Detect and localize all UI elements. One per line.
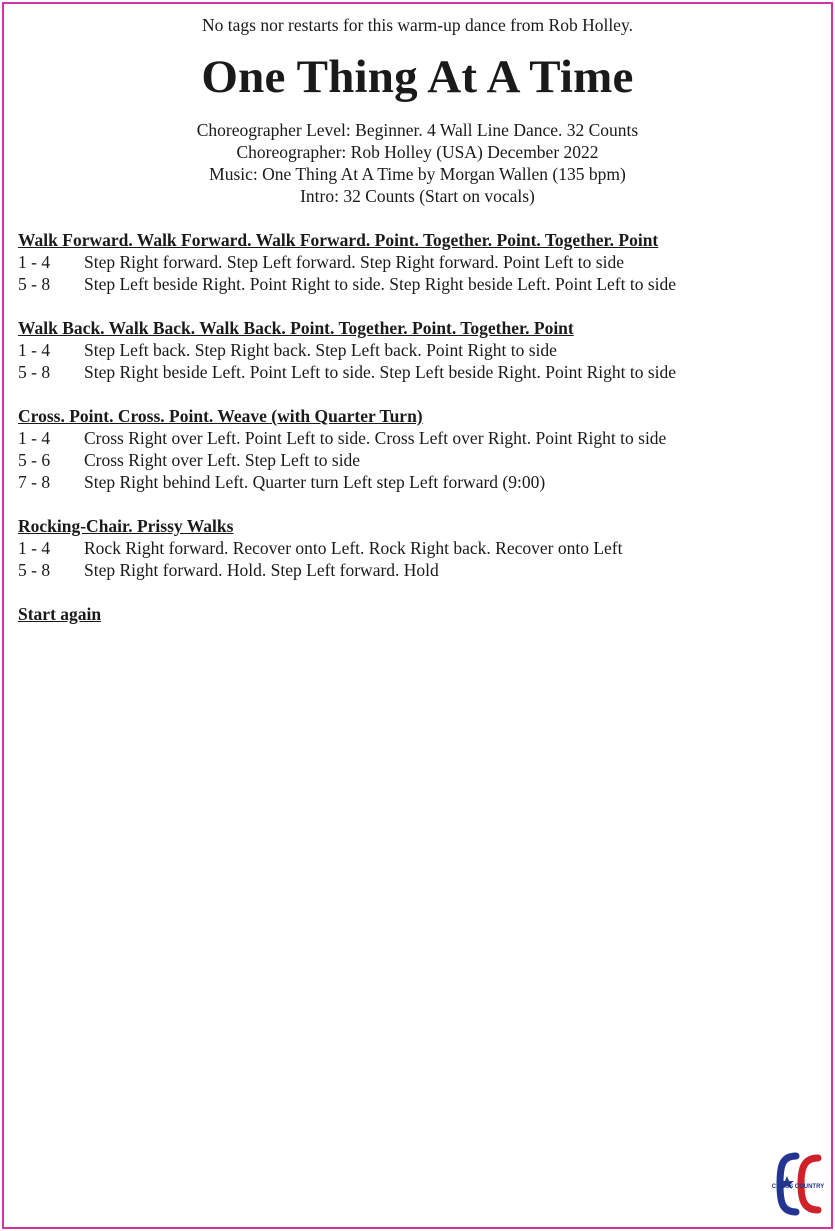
section-cross-point (18, 405, 818, 493)
step-description: Step Right behind Left. Quarter turn Left step Left forward (9:00) (84, 472, 546, 492)
step-row (18, 449, 818, 471)
step-description: Rock Right forward. Recover onto Left. Rock Right back. Recover onto Left (84, 538, 623, 558)
step-row (18, 339, 818, 361)
step-row (18, 427, 818, 449)
step-count: 1 - 4 (18, 252, 51, 272)
dance-info (0, 119, 835, 207)
step-row (18, 251, 818, 273)
section-title: Walk Forward. Walk Forward. Walk Forward. Point. Together. Point. Together. Point (18, 230, 659, 250)
step-row (18, 471, 818, 493)
step-description: Step Right forward. Hold. Step Left forward. Hold (84, 560, 439, 580)
section-title: Rocking-Chair. Prissy Walks (18, 516, 234, 536)
info-music: Music: One Thing At A Time by Morgan Wallen (135 bpm) (209, 164, 626, 184)
logo-text: CROSS COUNTRY (771, 1184, 825, 1190)
section-title: Cross. Point. Cross. Point. Weave (with Quarter Turn) (18, 406, 423, 426)
step-description: Cross Right over Left. Step Left to side (84, 450, 361, 470)
step-description: Step Right beside Left. Point Left to side. Step Left beside Right. Point Right to side (84, 362, 677, 382)
step-count: 5 - 8 (18, 362, 51, 382)
step-count: 1 - 4 (18, 340, 51, 360)
section-rocking-chair (18, 515, 818, 581)
step-description: Step Left beside Right. Point Right to side. Step Right beside Left. Point Left to side (84, 274, 677, 294)
cross-country-logo-icon (770, 1148, 826, 1220)
step-count: 5 - 8 (18, 274, 51, 294)
step-count: 5 - 8 (18, 560, 51, 580)
step-description: Cross Right over Left. Point Left to side. Cross Left over Right. Point Right to side (84, 428, 667, 448)
step-count: 5 - 6 (18, 450, 51, 470)
section-walk-forward (18, 229, 818, 295)
step-row (18, 537, 818, 559)
step-row (18, 361, 818, 383)
section-title: Walk Back. Walk Back. Walk Back. Point. Together. Point. Together. Point (18, 318, 574, 338)
intro-note: No tags nor restarts for this warm-up dance from Rob Holley. (202, 15, 633, 35)
step-count: 1 - 4 (18, 428, 51, 448)
section-walk-back (18, 317, 818, 383)
step-count: 7 - 8 (18, 472, 51, 492)
step-count: 1 - 4 (18, 538, 51, 558)
page-title: One Thing At A Time (201, 51, 634, 103)
info-intro: Intro: 32 Counts (Start on vocals) (300, 186, 535, 206)
start-again-label: Start again (18, 604, 102, 624)
step-description: Step Left back. Step Right back. Step Left back. Point Right to side (84, 340, 557, 360)
info-level: Choreographer Level: Beginner. 4 Wall Line Dance. 32 Counts (196, 120, 639, 140)
step-sheet (18, 229, 818, 625)
step-row (18, 273, 818, 295)
info-choreographer: Choreographer: Rob Holley (USA) December 2022 (236, 142, 599, 162)
step-row (18, 559, 818, 581)
step-description: Step Right forward. Step Left forward. Step Right forward. Point Left to side (84, 252, 624, 272)
